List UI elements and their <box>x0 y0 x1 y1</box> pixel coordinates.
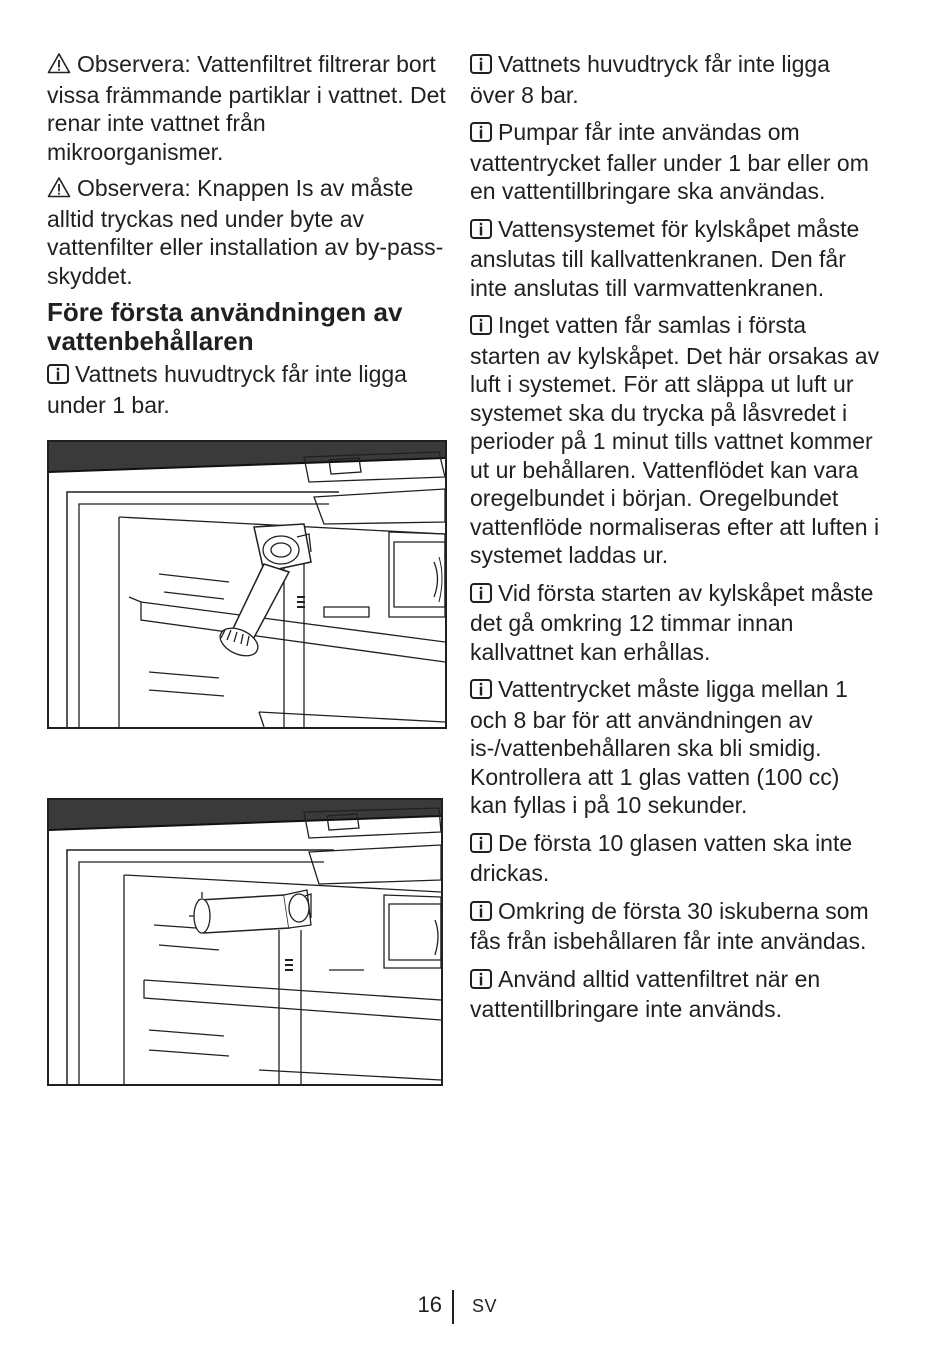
info-note <box>470 118 880 206</box>
warning-note <box>47 174 447 290</box>
info-note <box>470 215 880 303</box>
info-note <box>470 311 880 570</box>
info-icon <box>470 967 492 996</box>
info-icon <box>470 899 492 928</box>
info-note <box>470 829 880 888</box>
note-text: Vattensystemet för kylskåpet måste anslutas till kallvattenkranen. Den får inte anslutas till varmvattenkranen. <box>470 215 860 301</box>
info-icon <box>470 831 492 860</box>
note-text: De första 10 glasen vatten ska inte drickas. <box>470 829 853 886</box>
info-icon <box>47 362 69 391</box>
page-footer <box>0 1292 950 1332</box>
note-text: Vid första starten av kylskåpet måste det gå omkring 12 timmar innan kallvattnet kan erhållas. <box>470 579 874 665</box>
info-note <box>47 360 447 419</box>
filter-installed-illustration <box>47 798 443 1086</box>
note-text: Observera: Knappen Is av måste alltid tryckas ned under byte av vattenfilter eller installation av by-pass-skyddet. <box>47 175 444 289</box>
page-number: 16 <box>417 1292 442 1317</box>
info-note <box>470 579 880 667</box>
filter-insertion-illustration <box>47 440 447 729</box>
section-heading: Före första användningen av vattenbehållaren <box>47 297 403 356</box>
footer-divider <box>452 1290 454 1324</box>
language-code: SV <box>472 1296 498 1316</box>
note-text: Använd alltid vattenfiltret när en vattentillbringare inte används. <box>470 965 821 1022</box>
warning-icon <box>47 176 71 205</box>
info-icon <box>470 677 492 706</box>
note-text: Omkring de första 30 iskuberna som fås från isbehållaren får inte användas. <box>470 897 869 954</box>
note-text: Vattentrycket måste ligga mellan 1 och 8 bar för att användningen av is-/vattenbehållaren ska bli smidig. Kontrollera att 1 glas vatten (100 cc) kan fyllas i på 10 sekunder. <box>470 676 848 818</box>
info-note <box>470 965 880 1024</box>
note-text: Observera: Vattenfiltret filtrerar bort vissa främmande partiklar i vattnet. Det renar inte vattnet från mikroorganismer. <box>47 51 446 165</box>
note-text: Inget vatten får samlas i första starten av kylskåpet. Det här orsakas av luft i systemet. För att släppa ut luft ur systemet ska du trycka på låsvredet i perioder på 1 minut tills vattnet kommer ut ur behållaren. Vattenflödet kan vara oregelbundet i början. Oregelbundet vattenflöde normaliseras efter att luften i systemet laddas ur. <box>470 312 880 568</box>
info-note <box>470 675 880 820</box>
note-text: Vattnets huvudtryck får inte ligga över 8 bar. <box>470 51 830 108</box>
left-column <box>47 50 447 427</box>
info-icon <box>470 581 492 610</box>
info-icon <box>470 313 492 342</box>
note-text: Vattnets huvudtryck får inte ligga under 1 bar. <box>47 361 407 418</box>
warning-note <box>47 50 447 166</box>
right-column <box>470 50 880 1033</box>
note-text: Pumpar får inte användas om vattentrycket faller under 1 bar eller om en vattentillbringare ska användas. <box>470 119 869 204</box>
info-icon <box>470 217 492 246</box>
info-note <box>470 897 880 956</box>
info-icon <box>470 52 492 81</box>
info-icon <box>470 120 492 149</box>
warning-icon <box>47 52 71 81</box>
info-note <box>470 50 880 109</box>
